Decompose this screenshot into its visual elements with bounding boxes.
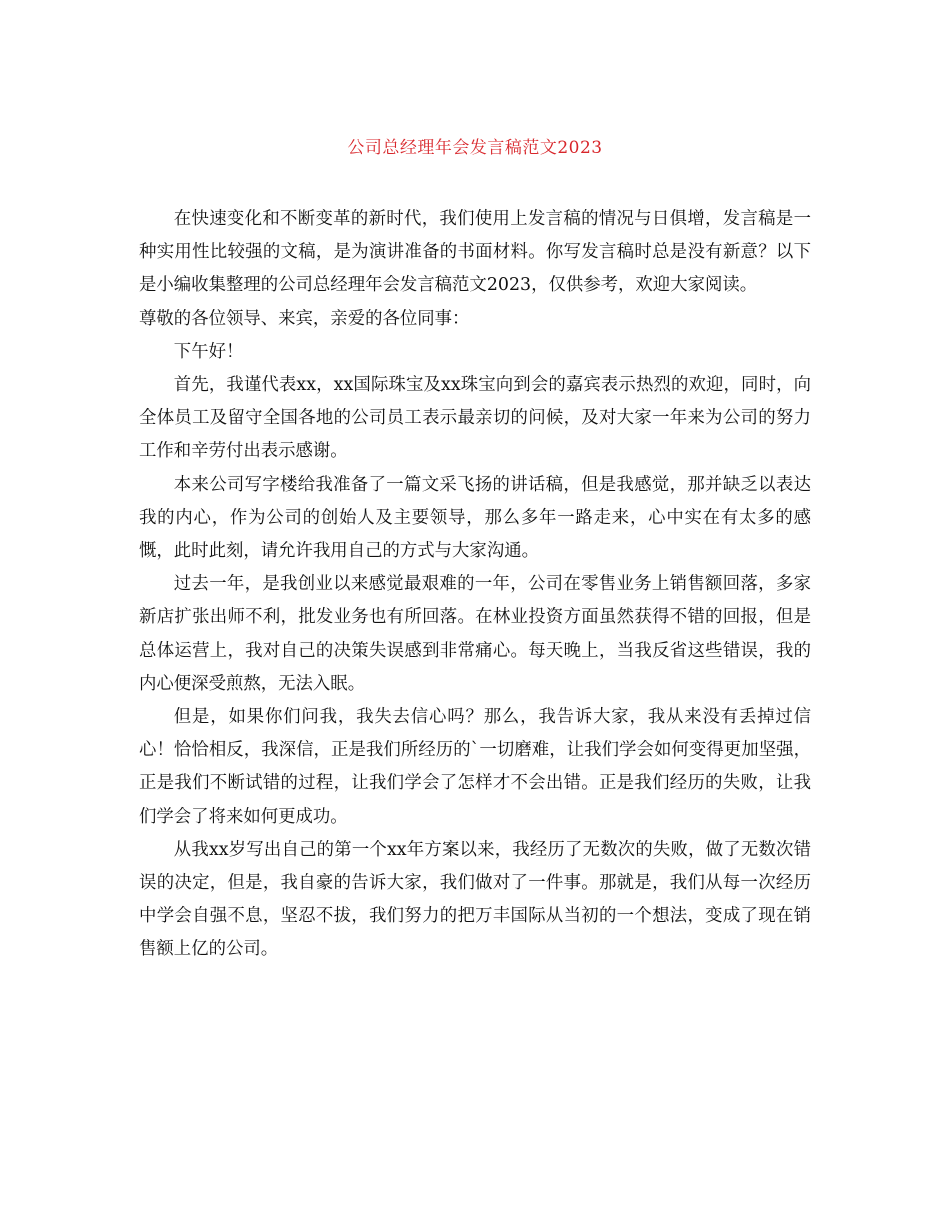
paragraph-welcome: 首先，我谨代表xx，xx国际珠宝及xx珠宝向到会的嘉宾表示热烈的欢迎，同时，向全体员工及留守全国各地的公司员工表示最亲切的问候，及对大家一年来为公司的努力工作和辛劳付出表示感谢。 [139, 375, 811, 462]
paragraph-confidence: 但是，如果你们问我，我失去信心吗？那么，我告诉大家，我从来没有丢掉过信心！恰恰相反，我深信，正是我们所经历的`一切磨难，让我们学会如何变得更加坚强，正是我们不断试错的过程，让我们学会了怎样才不会出错。正是我们经历的失败，让我们学会了将来如何更成功。 [139, 707, 811, 827]
document-title: 公司总经理年会发言稿范文2023 [347, 138, 603, 158]
paragraph-intro: 在快速变化和不断变革的新时代，我们使用上发言稿的情况与日俱增，发言稿是一种实用性比较强的文稿，是为演讲准备的书面材料。你写发言稿时总是没有新意？以下是小编收集整理的公司总经理年会发言稿范文2023，仅供参考，欢迎大家阅读。 [139, 209, 811, 296]
paragraph-past-year: 过去一年，是我创业以来感觉最艰难的一年，公司在零售业务上销售额回落，多家新店扩张出师不利，批发业务也有所回落。在林业投资方面虽然获得不错的回报，但是总体运营上，我对自己的决策失误感到非常痛心。每天晚上，当我反省这些错误，我的内心便深受煎熬，无法入眠。 [139, 574, 811, 694]
paragraph-salutation: 尊敬的各位领导、来宾，亲爱的各位同事： [139, 308, 470, 329]
paragraph-speech-note: 本来公司写字楼给我准备了一篇文采飞扬的讲话稿，但是我感觉，那并缺乏以表达我的内心，作为公司的创始人及主要领导，那么多年一路走来，心中实在有太多的感慨，此时此刻，请允许我用自己的方式与大家沟通。 [139, 474, 811, 562]
document-body [139, 203, 811, 967]
paragraph-greeting: 下午好！ [173, 341, 244, 362]
paragraph-history: 从我xx岁写出自己的第一个xx年方案以来，我经历了无数次的失败，做了无数次错误的决定，但是，我自豪的告诉大家，我们做对了一件事。那就是，我们从每一次经历中学会自强不息，坚忍不拔，我们努力的把万丰国际从当初的一个想法，变成了现在销售额上亿的公司。 [139, 839, 811, 960]
